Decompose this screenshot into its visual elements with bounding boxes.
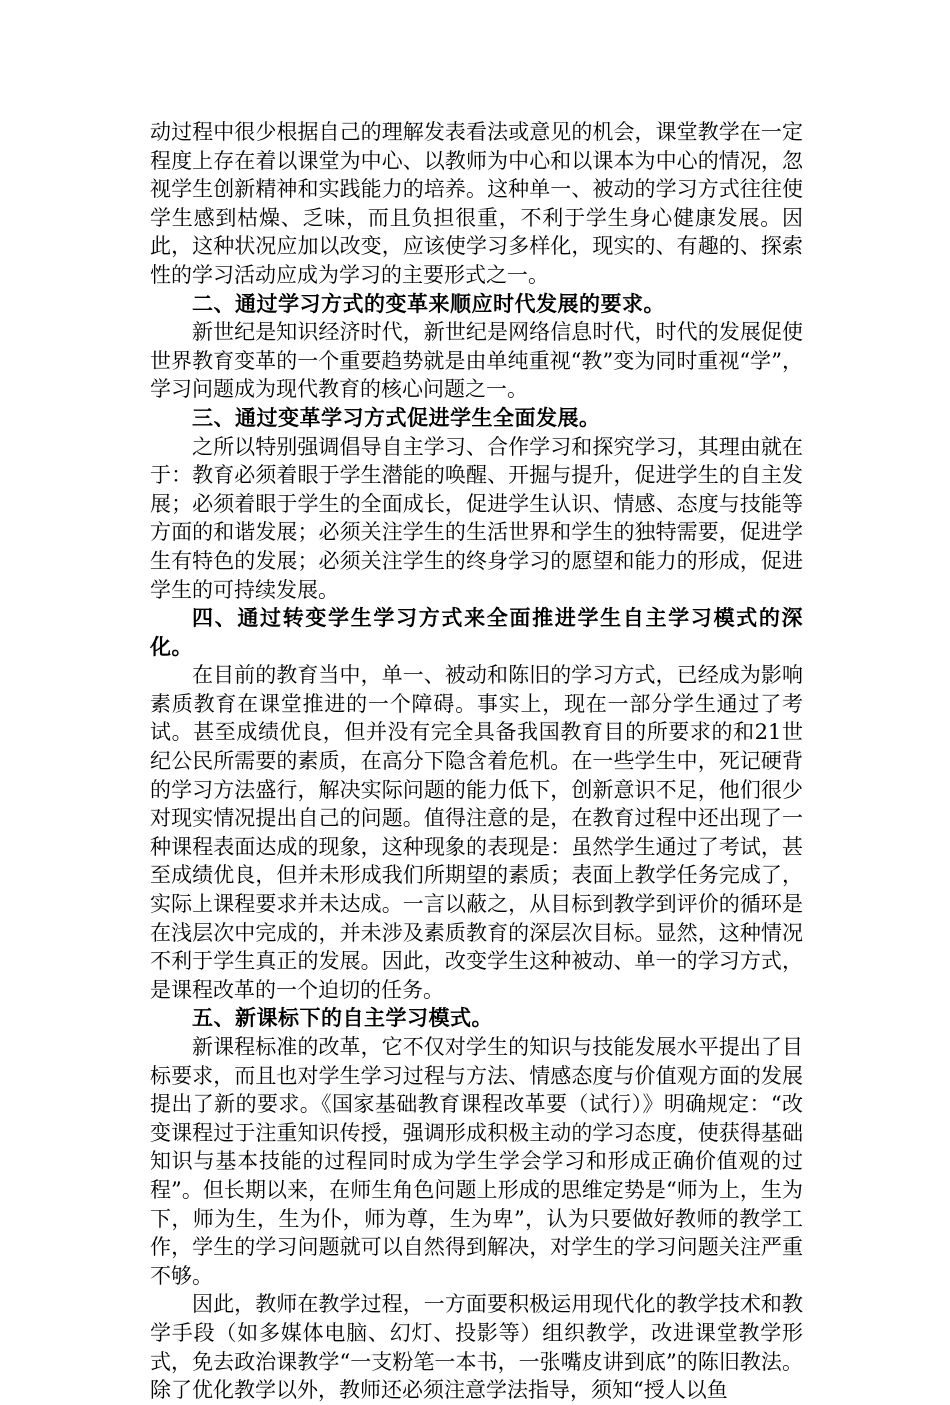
body-paragraph: 新课程标准的改革，它不仅对学生的知识与技能发展水平提出了目标要求，而且也对学生学习过程与方法、情感态度与价值观方面的发展提出了新的要求。《国家基础教育课程改革要（试行）》明确规定：“改变课程过于注重知识传授，强调形成积极主动的学习态度，使获得基础知识与基本技能的过程同时成为学生学会学习和形成正确价值观的过程”。但长期以来，在师生角色问题上形成的思维定势是“师为上，生为下，师为生，生为仆，师为尊，生为卑”，认为只要做好教师的教学工作，学生的学习问题就可以自然得到解决，对学生的学习问题关注严重不够。	[150, 1035, 803, 1288]
section-heading-3: 三、通过变革学习方式促进学生全面发展。	[192, 404, 601, 430]
body-paragraph: 之所以特别强调倡导自主学习、合作学习和探究学习，其理由就在于：教育必须着眼于学生潜能的唤醒、开掘与提升，促进学生的自主发展；必须着眼于学生的全面成长，促进学生认识、情感、态度与技能等方面的和谐发展；必须关注学生的生活世界和学生的独特需要，促进学生有特色的发展；必须关注学生的终身学习的愿望和能力的形成，促进学生的可持续发展。	[150, 434, 803, 602]
body-paragraph: 动过程中很少根据自己的理解发表看法或意见的机会，课堂教学在一定程度上存在着以课堂为中心、以教师为中心和以课本为中心的情况，忽视学生创新精神和实践能力的培养。这种单一、被动的学习方式往往使学生感到枯燥、乏味，而且负担很重，不利于学生身心健康发展。因此，这种状况应加以改变，应该使学习多样化，现实的、有趣的、探索性的学习活动应成为学习的主要形式之一。	[150, 120, 803, 287]
section-heading-2: 二、通过学习方式的变革来顺应时代发展的要求。	[192, 290, 665, 316]
body-paragraph: 因此，教师在教学过程，一方面要积极运用现代化的教学技术和教学手段（如多媒体电脑、幻灯、投影等）组织教学，改进课堂教学形式，免去政治课教学“一支粉笔一本书，一张嘴皮讲到底”的陈旧教法。除了优化教学以外，教师还必须注意学法指导，须知“授人以鱼	[150, 1292, 803, 1403]
body-paragraph: 新世纪是知识经济时代，新世纪是网络信息时代，时代的发展促使世界教育变革的一个重要趋势就是由单纯重视“教”变为同时重视“学”，学习问题成为现代教育的核心问题之一。	[150, 320, 803, 402]
body-paragraph: 在目前的教育当中，单一、被动和陈旧的学习方式，已经成为影响素质教育在课堂推进的一个障碍。事实上，现在一部分学生通过了考试。甚至成绩优良，但并没有完全具备我国教育目的所要求的和21世纪公民所需要的素质，在高分下隐含着危机。在一些学生中，死记硬背的学习方法盛行，解决实际问题的能力低下，创新意识不足，他们很少对现实情况提出自己的问题。值得注意的是，在教育过程中还出现了一种课程表面达成的现象，这种现象的表现是：虽然学生通过了考试，甚至成绩优良，但并未形成我们所期望的素质；表面上教学任务完成了，实际上课程要求并未达成。一言以蔽之，从目标到教学到评价的循环是在浅层次中完成的，并未涉及素质教育的深层次目标。显然，这种情况不利于学生真正的发展。因此，改变学生这种被动、单一的学习方式，是课程改革的一个迫切的任务。	[150, 663, 803, 1002]
document-body	[150, 118, 803, 1405]
section-heading-4: 四、通过转变学生学习方式来全面推进学生自主学习模式的深化。	[150, 605, 803, 659]
section-heading-5: 五、新课标下的自主学习模式。	[192, 1005, 493, 1031]
